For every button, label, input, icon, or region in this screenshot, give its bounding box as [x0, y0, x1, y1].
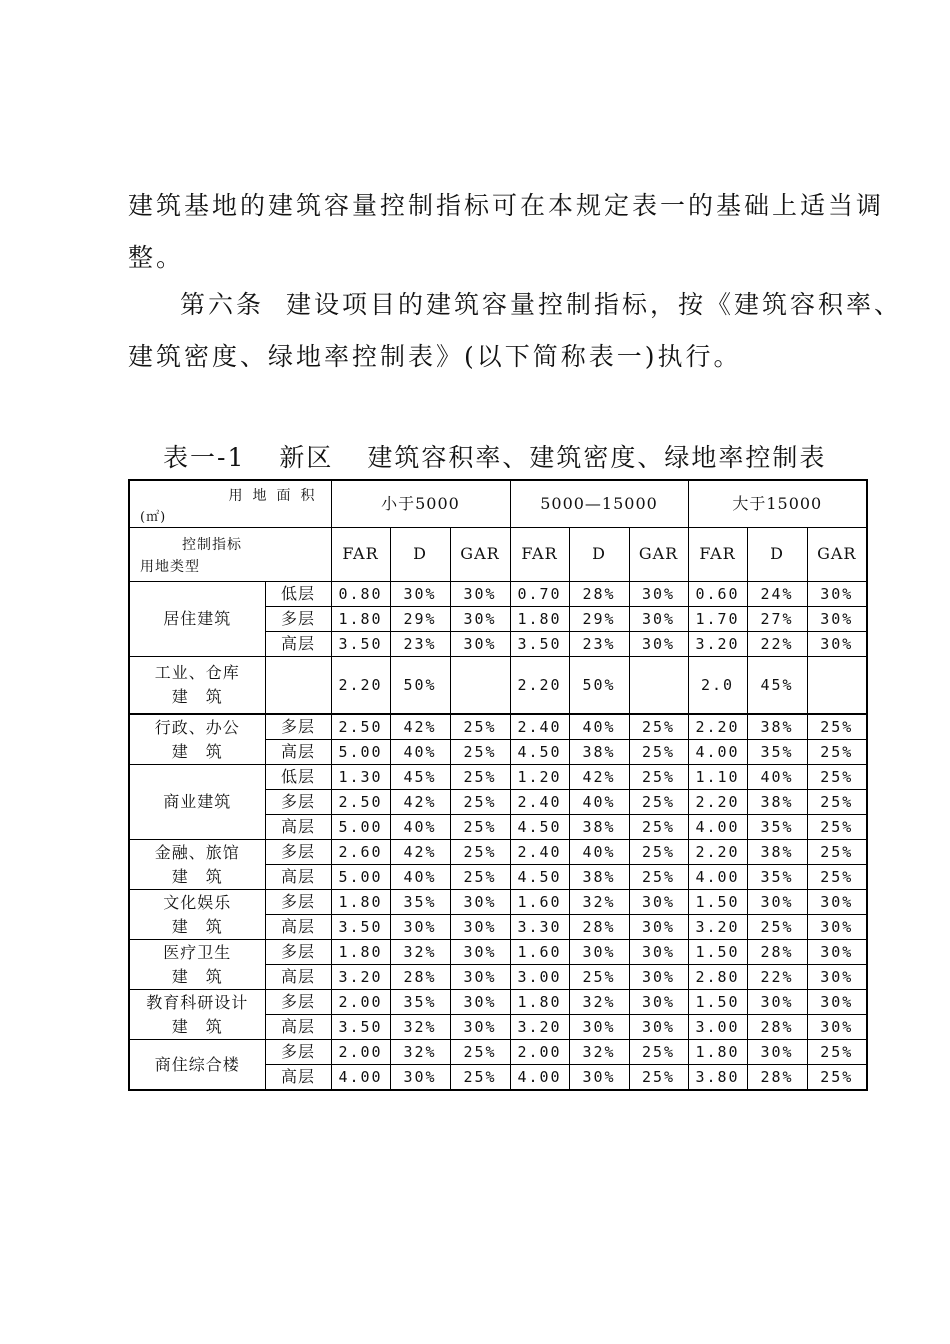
value-cell: 35% — [747, 865, 807, 890]
value-cell: 30% — [569, 1015, 629, 1040]
category-label-line2: 建 筑 — [171, 1016, 223, 1036]
value-cell: 27% — [747, 606, 807, 631]
value-cell: 24% — [747, 581, 807, 606]
value-cell: 45% — [747, 656, 807, 714]
table-row — [129, 940, 867, 965]
value-cell: 1.70 — [688, 606, 747, 631]
value-cell: 3.50 — [331, 915, 390, 940]
value-cell: 3.50 — [510, 631, 569, 656]
value-cell: 28% — [747, 1065, 807, 1091]
value-cell: 22% — [747, 965, 807, 990]
storey-cell: 多层 — [265, 1040, 331, 1065]
value-cell: 30% — [450, 940, 510, 965]
value-cell: 25% — [629, 1040, 688, 1065]
category-cell — [129, 1040, 265, 1091]
value-cell: 45% — [390, 765, 450, 790]
storey-cell: 低层 — [265, 765, 331, 790]
article-number: 第六条 — [180, 290, 265, 319]
control-table — [128, 479, 868, 1091]
value-cell: 38% — [569, 815, 629, 840]
value-cell: 2.20 — [331, 656, 390, 714]
value-cell: 2.00 — [331, 990, 390, 1015]
value-cell: 38% — [569, 865, 629, 890]
value-cell: 30% — [390, 581, 450, 606]
category-cell — [129, 765, 265, 840]
metric-header: D — [747, 527, 807, 581]
storey-cell: 多层 — [265, 940, 331, 965]
value-cell: 25% — [629, 1065, 688, 1091]
value-cell: 2.60 — [331, 840, 390, 865]
category-cell — [129, 990, 265, 1040]
value-cell: 2.80 — [688, 965, 747, 990]
storey-cell: 多层 — [265, 714, 331, 740]
corner-control-label: 控制指标 — [182, 536, 242, 553]
value-cell: 32% — [390, 1040, 450, 1065]
storey-cell — [265, 656, 331, 714]
value-cell: 30% — [807, 890, 867, 915]
category-label-line2: 建 筑 — [171, 741, 223, 761]
value-cell: 25% — [629, 840, 688, 865]
category-label: 教育科研设计 — [146, 992, 249, 1012]
metric-header: GAR — [629, 527, 688, 581]
storey-cell: 多层 — [265, 606, 331, 631]
corner-type-label: 用地类型 — [140, 558, 200, 575]
value-cell: 25% — [450, 840, 510, 865]
value-cell: 25% — [807, 765, 867, 790]
value-cell: 42% — [390, 714, 450, 740]
value-cell — [629, 656, 688, 714]
value-cell: 1.80 — [510, 990, 569, 1015]
value-cell: 4.00 — [510, 1065, 569, 1091]
value-cell: 1.50 — [688, 890, 747, 915]
group-header-small: 小于5000 — [331, 480, 510, 527]
table-row — [129, 656, 867, 714]
category-label: 居住建筑 — [163, 608, 232, 628]
category-label: 商住综合楼 — [154, 1054, 240, 1074]
value-cell: 25% — [450, 740, 510, 765]
value-cell: 30% — [747, 990, 807, 1015]
storey-cell: 多层 — [265, 790, 331, 815]
value-cell: 40% — [747, 765, 807, 790]
value-cell: 3.00 — [510, 965, 569, 990]
value-cell: 30% — [450, 965, 510, 990]
value-cell: 32% — [569, 1040, 629, 1065]
value-cell: 1.50 — [688, 940, 747, 965]
storey-cell: 多层 — [265, 890, 331, 915]
value-cell: 50% — [569, 656, 629, 714]
value-cell: 4.00 — [688, 865, 747, 890]
value-cell: 25% — [807, 815, 867, 840]
value-cell: 2.00 — [331, 1040, 390, 1065]
metric-header: D — [569, 527, 629, 581]
value-cell: 30% — [450, 915, 510, 940]
value-cell: 4.00 — [331, 1065, 390, 1091]
value-cell: 30% — [629, 990, 688, 1015]
value-cell: 5.00 — [331, 815, 390, 840]
table-row — [129, 765, 867, 790]
value-cell: 25% — [450, 765, 510, 790]
corner-unit-label: (㎡) — [140, 510, 167, 525]
value-cell: 25% — [450, 815, 510, 840]
value-cell: 38% — [569, 740, 629, 765]
value-cell: 25% — [629, 740, 688, 765]
value-cell: 30% — [450, 890, 510, 915]
value-cell: 42% — [569, 765, 629, 790]
value-cell: 30% — [450, 1015, 510, 1040]
value-cell: 3.20 — [688, 631, 747, 656]
value-cell: 30% — [747, 890, 807, 915]
value-cell: 3.80 — [688, 1065, 747, 1091]
body-paragraph-2: 整。 — [128, 243, 185, 272]
value-cell: 42% — [390, 840, 450, 865]
value-cell: 30% — [747, 1040, 807, 1065]
value-cell: 25% — [450, 865, 510, 890]
value-cell: 30% — [390, 915, 450, 940]
value-cell: 30% — [569, 1065, 629, 1091]
value-cell: 25% — [747, 915, 807, 940]
value-cell: 25% — [807, 1065, 867, 1091]
storey-cell: 高层 — [265, 965, 331, 990]
value-cell: 22% — [747, 631, 807, 656]
value-cell: 1.10 — [688, 765, 747, 790]
value-cell: 32% — [390, 940, 450, 965]
value-cell: 30% — [807, 1015, 867, 1040]
value-cell: 38% — [747, 790, 807, 815]
body-paragraph-4: 建筑密度、绿地率控制表》(以下简称表一)执行。 — [128, 342, 742, 371]
value-cell: 30% — [629, 1015, 688, 1040]
storey-cell: 低层 — [265, 581, 331, 606]
value-cell: 2.00 — [510, 1040, 569, 1065]
value-cell: 25% — [807, 790, 867, 815]
value-cell: 5.00 — [331, 740, 390, 765]
value-cell: 2.50 — [331, 790, 390, 815]
value-cell: 30% — [807, 581, 867, 606]
value-cell: 3.50 — [331, 1015, 390, 1040]
value-cell: 35% — [390, 890, 450, 915]
value-cell: 23% — [390, 631, 450, 656]
value-cell: 28% — [569, 915, 629, 940]
value-cell: 4.50 — [510, 815, 569, 840]
table-title: 建筑容积率、建筑密度、绿地率控制表 — [367, 443, 827, 472]
metric-header: D — [390, 527, 450, 581]
storey-cell: 高层 — [265, 815, 331, 840]
value-cell: 2.40 — [510, 790, 569, 815]
category-label: 行政、办公 — [154, 717, 240, 737]
value-cell — [450, 656, 510, 714]
group-header-medium: 5000—15000 — [510, 480, 688, 527]
value-cell: 30% — [629, 581, 688, 606]
value-cell: 30% — [629, 631, 688, 656]
value-cell: 25% — [629, 765, 688, 790]
value-cell: 3.30 — [510, 915, 569, 940]
value-cell: 30% — [807, 940, 867, 965]
value-cell: 25% — [629, 865, 688, 890]
storey-cell: 高层 — [265, 865, 331, 890]
value-cell: 2.40 — [510, 840, 569, 865]
value-cell: 28% — [390, 965, 450, 990]
storey-cell: 高层 — [265, 740, 331, 765]
value-cell: 0.60 — [688, 581, 747, 606]
value-cell: 29% — [390, 606, 450, 631]
value-cell: 30% — [807, 606, 867, 631]
value-cell: 29% — [569, 606, 629, 631]
value-cell: 4.50 — [510, 865, 569, 890]
value-cell: 0.70 — [510, 581, 569, 606]
category-cell — [129, 940, 265, 990]
value-cell: 30% — [629, 606, 688, 631]
value-cell: 40% — [569, 840, 629, 865]
value-cell: 40% — [390, 865, 450, 890]
storey-cell: 高层 — [265, 915, 331, 940]
metric-header: FAR — [688, 527, 747, 581]
value-cell: 30% — [629, 965, 688, 990]
value-cell: 28% — [747, 1015, 807, 1040]
body-paragraph-1: 建筑基地的建筑容量控制指标可在本规定表一的基础上适当调 — [128, 191, 885, 220]
value-cell: 1.80 — [331, 890, 390, 915]
value-cell: 32% — [569, 890, 629, 915]
value-cell: 30% — [569, 940, 629, 965]
value-cell: 35% — [747, 815, 807, 840]
category-label-line2: 建 筑 — [171, 686, 223, 706]
group-header-large: 大于15000 — [688, 480, 867, 527]
value-cell: 25% — [450, 1040, 510, 1065]
category-label-line2: 建 筑 — [171, 866, 223, 886]
value-cell: 2.50 — [331, 714, 390, 740]
value-cell: 1.30 — [331, 765, 390, 790]
metric-header: GAR — [807, 527, 867, 581]
table-area: 新区 — [279, 443, 334, 472]
metric-header: FAR — [331, 527, 390, 581]
value-cell: 25% — [629, 714, 688, 740]
value-cell: 1.60 — [510, 940, 569, 965]
storey-cell: 多层 — [265, 840, 331, 865]
table-caption — [163, 438, 826, 474]
value-cell: 1.50 — [688, 990, 747, 1015]
value-cell: 40% — [569, 790, 629, 815]
value-cell: 28% — [569, 581, 629, 606]
table-row — [129, 840, 867, 865]
value-cell: 38% — [747, 714, 807, 740]
value-cell: 35% — [390, 990, 450, 1015]
corner-header-type — [129, 527, 331, 581]
value-cell: 1.20 — [510, 765, 569, 790]
value-cell: 30% — [629, 915, 688, 940]
metric-header: GAR — [450, 527, 510, 581]
value-cell: 4.00 — [688, 740, 747, 765]
value-cell: 3.50 — [331, 631, 390, 656]
category-label-line2: 建 筑 — [171, 916, 223, 936]
value-cell: 38% — [747, 840, 807, 865]
corner-area-label: 用地面积 — [228, 488, 325, 504]
value-cell: 1.60 — [510, 890, 569, 915]
value-cell: 3.00 — [688, 1015, 747, 1040]
value-cell — [807, 656, 867, 714]
value-cell: 1.80 — [331, 940, 390, 965]
category-label: 金融、旅馆 — [154, 842, 240, 862]
category-cell — [129, 890, 265, 940]
category-label: 医疗卫生 — [163, 942, 232, 962]
value-cell: 1.80 — [688, 1040, 747, 1065]
category-label: 文化娱乐 — [163, 892, 232, 912]
category-cell — [129, 714, 265, 765]
metric-header: FAR — [510, 527, 569, 581]
value-cell: 30% — [629, 890, 688, 915]
category-label-line2: 建 筑 — [171, 966, 223, 986]
value-cell: 30% — [629, 940, 688, 965]
table-row — [129, 990, 867, 1015]
value-cell: 28% — [747, 940, 807, 965]
value-cell: 4.00 — [688, 815, 747, 840]
category-label: 工业、仓库 — [154, 662, 240, 682]
storey-cell: 高层 — [265, 1015, 331, 1040]
value-cell: 25% — [807, 1040, 867, 1065]
value-cell: 30% — [450, 581, 510, 606]
value-cell: 25% — [569, 965, 629, 990]
value-cell: 30% — [807, 965, 867, 990]
value-cell: 30% — [807, 915, 867, 940]
value-cell: 3.20 — [510, 1015, 569, 1040]
value-cell: 3.20 — [688, 915, 747, 940]
value-cell: 5.00 — [331, 865, 390, 890]
table-row — [129, 1040, 867, 1065]
value-cell: 32% — [569, 990, 629, 1015]
article-six-paragraph — [180, 290, 902, 320]
value-cell: 2.40 — [510, 714, 569, 740]
value-cell: 35% — [747, 740, 807, 765]
value-cell: 2.20 — [688, 790, 747, 815]
value-cell: 42% — [390, 790, 450, 815]
value-cell: 4.50 — [510, 740, 569, 765]
value-cell: 50% — [390, 656, 450, 714]
value-cell: 0.80 — [331, 581, 390, 606]
value-cell: 1.80 — [331, 606, 390, 631]
table-row — [129, 890, 867, 915]
value-cell: 25% — [807, 714, 867, 740]
value-cell: 25% — [450, 1065, 510, 1091]
value-cell: 2.20 — [688, 714, 747, 740]
category-cell — [129, 840, 265, 890]
value-cell: 40% — [390, 740, 450, 765]
value-cell: 32% — [390, 1015, 450, 1040]
category-label: 商业建筑 — [163, 792, 232, 811]
table-number: 表一-1 — [163, 443, 246, 472]
storey-cell: 高层 — [265, 631, 331, 656]
category-cell — [129, 581, 265, 656]
value-cell: 25% — [807, 840, 867, 865]
value-cell: 30% — [450, 606, 510, 631]
value-cell: 30% — [807, 631, 867, 656]
category-cell — [129, 656, 265, 714]
value-cell: 3.20 — [331, 965, 390, 990]
value-cell: 25% — [629, 815, 688, 840]
value-cell: 25% — [450, 790, 510, 815]
value-cell: 30% — [390, 1065, 450, 1091]
value-cell: 25% — [807, 740, 867, 765]
value-cell: 30% — [807, 990, 867, 1015]
value-cell: 2.0 — [688, 656, 747, 714]
article-text: 建设项目的建筑容量控制指标，按《建筑容积率、 — [286, 290, 903, 319]
value-cell: 30% — [450, 631, 510, 656]
value-cell: 1.80 — [510, 606, 569, 631]
table-row — [129, 581, 867, 606]
value-cell: 2.20 — [688, 840, 747, 865]
table-row — [129, 714, 867, 740]
value-cell: 25% — [450, 714, 510, 740]
value-cell: 30% — [450, 990, 510, 1015]
value-cell: 23% — [569, 631, 629, 656]
storey-cell: 多层 — [265, 990, 331, 1015]
corner-header-area — [129, 480, 331, 527]
value-cell: 25% — [807, 865, 867, 890]
value-cell: 40% — [569, 714, 629, 740]
value-cell: 40% — [390, 815, 450, 840]
value-cell: 25% — [629, 790, 688, 815]
storey-cell: 高层 — [265, 1065, 331, 1091]
value-cell: 2.20 — [510, 656, 569, 714]
